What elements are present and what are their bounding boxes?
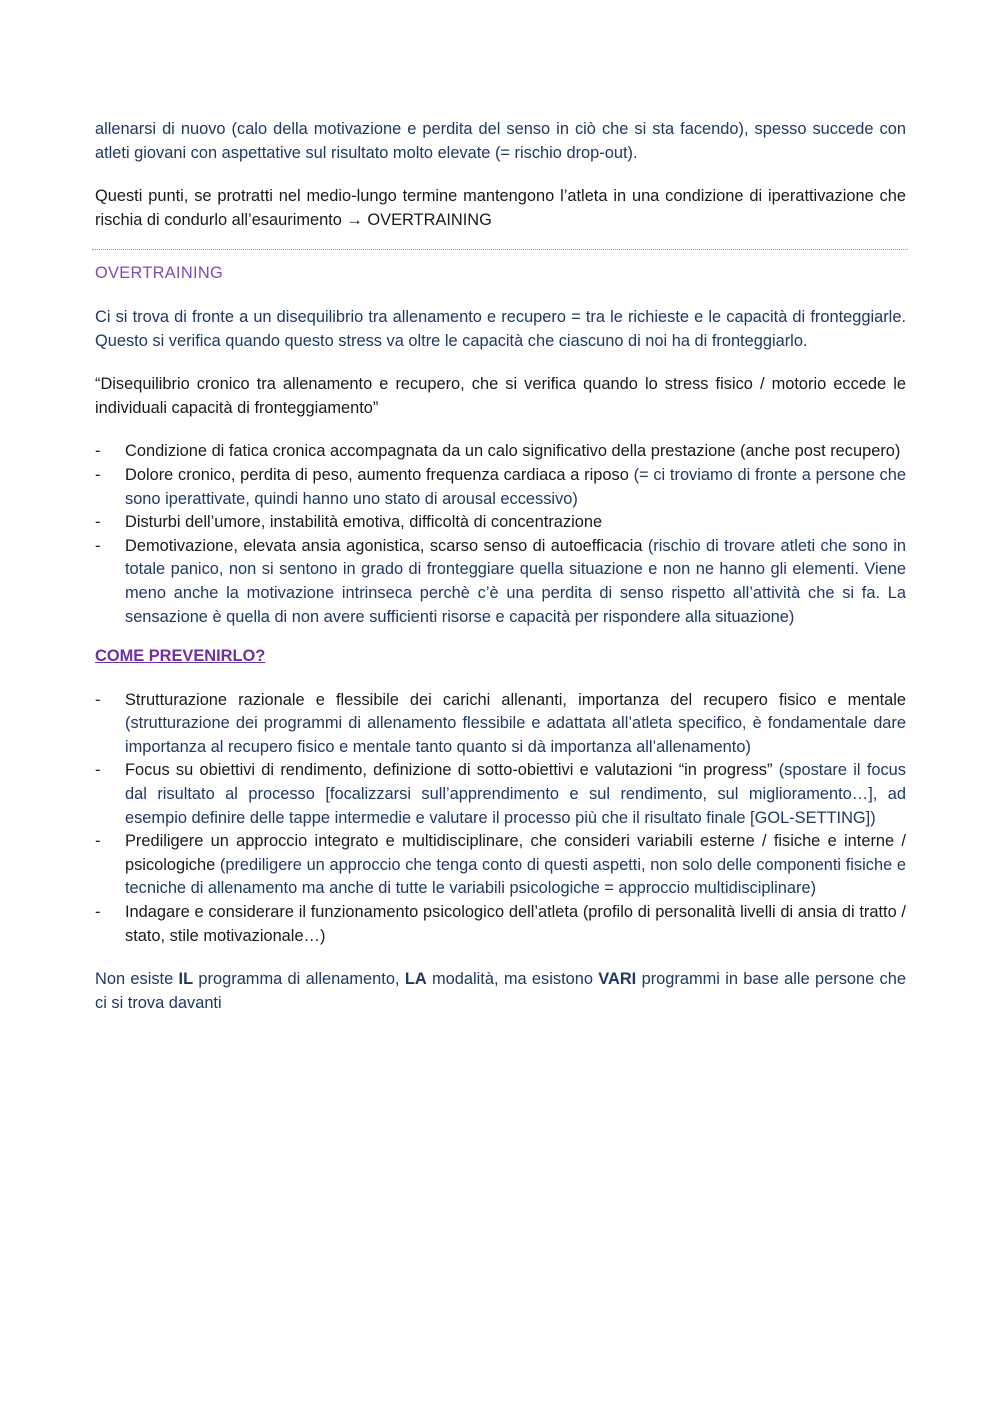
dash-bullet: - [95, 442, 101, 461]
prevention-heading [95, 645, 906, 669]
list-item [95, 440, 906, 464]
conclusion-text-3: modalità, ma esistono [426, 970, 599, 989]
dash-bullet: - [95, 513, 101, 532]
list-item-text: Dolore cronico, perdita di peso, aumento frequenza cardiaca a riposo [125, 465, 634, 484]
conclusion-text-4: programmi in base alle persone che ci si trova davanti [95, 970, 906, 1012]
dash-bullet: - [95, 832, 101, 851]
dash-bullet: - [95, 465, 101, 484]
list-item-note: (= ci troviamo di fronte a persone che sono iperattivate, quindi hanno uno stato di arousal eccessivo) [125, 465, 906, 508]
arrow-right-icon: → [346, 210, 363, 229]
overtraining-ref: OVERTRAINING [367, 210, 492, 229]
list-item-note: (rischio di trovare atleti che sono in totale panico, non si sentono in grado di fronteggiare quella situazione e non ne hanno gli elementi. Viene meno anche la motivazione intrinseca perchè c’è una perdita di senso rispetto all’attività che si fa. La sensazione è quella di non avere sufficienti risorse e capacità per rispondere alla situazione) [125, 536, 906, 626]
quote-definition: “Disequilibrio cronico tra allenamento e recupero, che si verifica quando lo stress fisico / motorio eccede le individuali capacità di fronteggiamento” [95, 375, 906, 417]
list-item-note: (prediligere un approccio che tenga conto di questi aspetti, non solo delle componenti fisiche e tecniche di allenamento ma anche di tutte le variabili psicologiche = approccio multidisciplinare) [125, 855, 906, 898]
dash-bullet: - [95, 761, 101, 780]
list-item [95, 901, 906, 948]
paragraph-dropout: allenarsi di nuovo (calo della motivazione e perdita del senso in ciò che si sta facendo), spesso succede con atleti giovani con aspettative sul risultato molto elevate (= rischio drop-out). [95, 120, 906, 162]
list-item [95, 511, 906, 535]
dash-bullet: - [95, 536, 101, 555]
list-item-text: Focus su obiettivi di rendimento, definizione di sotto-obiettivi e valutazioni “in progress” [125, 761, 779, 780]
list-item-note: (strutturazione dei programmi di allenamento flessibile e adattata all’atleta specifico, è fondamentale dare importanza al recupero fisico e mentale tanto quanto si dà importanza all’allenamento) [125, 714, 906, 756]
paragraph-iperattivazione-text: Questi punti, se protratti nel medio-lungo termine mantengono l’atleta in una condizione di iperattivazione che rischia di condurlo all’esaurimento [95, 187, 906, 229]
conclusion-text-2: programma di allenamento, [193, 970, 405, 989]
list-item-text: Disturbi dell’umore, instabilità emotiva, difficoltà di concentrazione [125, 513, 603, 532]
emphasis-la: LA [404, 970, 427, 989]
emphasis-vari: VARI [598, 970, 637, 989]
conclusion-text-1: Non esiste [95, 970, 179, 989]
list-item [95, 759, 906, 830]
paragraph-conclusion [95, 968, 906, 1015]
list-item-note: (spostare il focus dal risultato al processo [focalizzarsi sull’apprendimento e sul rendimento, sul miglioramento…], ad esempio definire delle tappe intermedie e valutare il processo più che il risultato finale [GOL-SETTING]) [125, 761, 906, 827]
paragraph-definition: Ci si trova di fronte a un disequilibrio tra allenamento e recupero = tra le richieste e le capacità di fronteggiarle. Questo si verifica quando questo stress va oltre le capacità che ciascuno di noi ha di fronteggiarlo. [95, 307, 906, 350]
dash-bullet: - [95, 903, 101, 922]
list-item [95, 464, 906, 511]
paragraph-iperattivazione [95, 185, 906, 232]
list-item [95, 689, 906, 760]
prevention-list [95, 689, 906, 949]
list-item [95, 830, 906, 901]
list-item-text: Condizione di fatica cronica accompagnata da un calo significativo della prestazione (anche post recupero) [125, 442, 901, 461]
dash-bullet: - [95, 690, 101, 709]
section-heading-overtraining: OVERTRAINING [95, 264, 224, 283]
list-item [95, 535, 906, 629]
emphasis-il: IL [178, 970, 194, 989]
symptoms-list [95, 440, 906, 629]
list-item-text: Demotivazione, elevata ansia agonistica, scarso senso di autoefficacia [125, 536, 648, 555]
page-content [95, 118, 906, 1015]
list-item-text: Indagare e considerare il funzionamento psicologico dell’atleta (profilo di personalità livelli di ansia di tratto / stato, stile motivazionale…) [125, 903, 906, 945]
section-divider [92, 249, 908, 250]
list-item-text: Strutturazione razionale e flessibile dei carichi allenanti, importanza del recupero fisico e mentale [125, 690, 906, 709]
list-item-text: Prediligere un approccio integrato e multidisciplinare, che consideri variabili esterne / fisiche e interne / psicologiche [125, 832, 906, 874]
prevention-heading-text: COME PREVENIRLO? [95, 647, 266, 666]
